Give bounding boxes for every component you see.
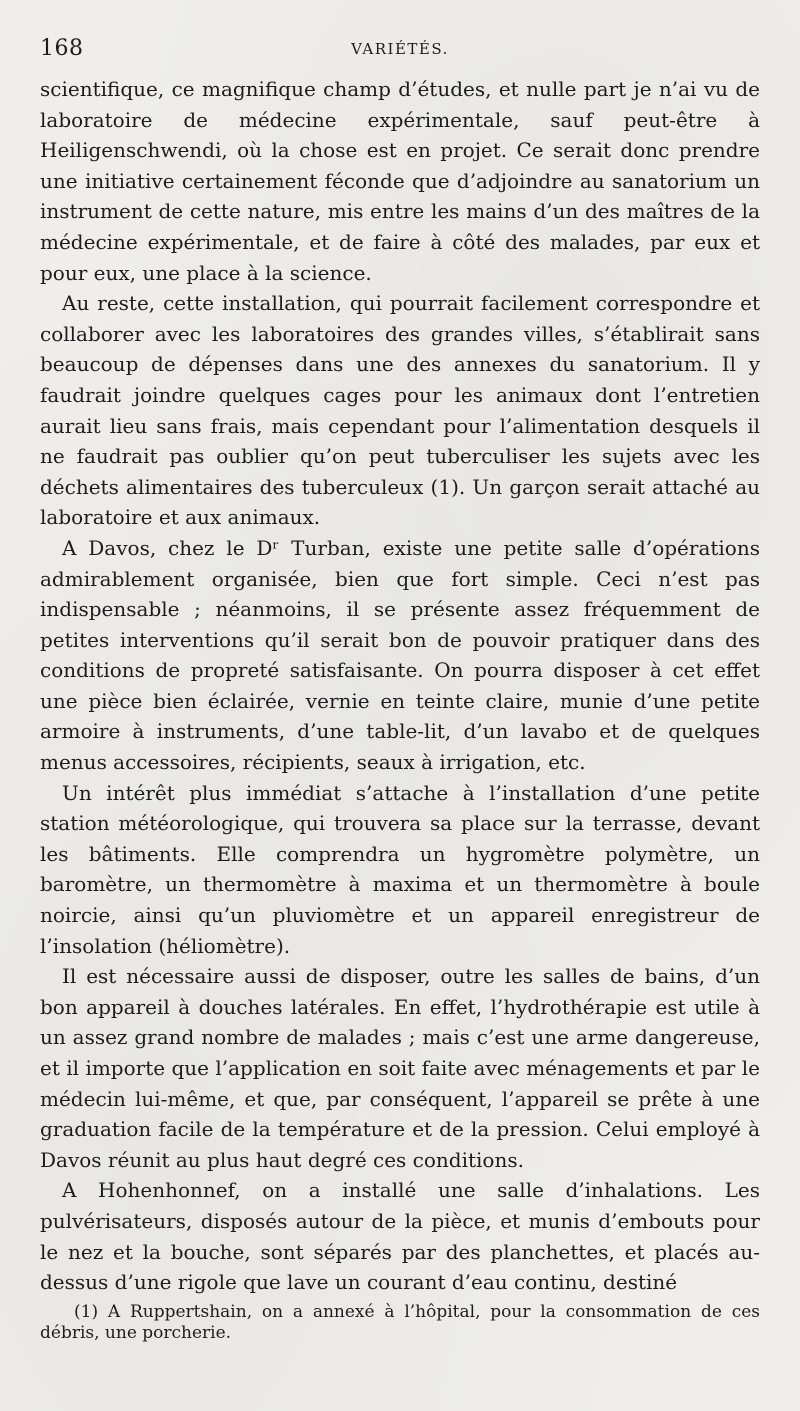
paragraph-1: scientifique, ce magnifique champ d’études, et nulle part je n’ai vu de laboratoire de médecine expérimentale, sauf peut-être à Heiligenschwendi, où la chose est en projet. Ce serait donc prendre une initiative certainement féconde que d’adjoindre au sanatorium un instrument de cette nature, mis entre les mains d’un des maîtres de la médecine expérimentale, et de faire à côté des malades, par eux et pour eux, une place à la science. xyxy=(40,77,760,285)
body-text xyxy=(40,74,760,1298)
paragraph-6: A Hohenhonnef, on a installé une salle d’inhalations. Les pulvérisateurs, disposés autour de la pièce, et munis d’embouts pour le nez et la bouche, sont séparés par des planchettes, et placés au-dessus d’une rigole que lave un courant d’eau continu, destiné xyxy=(40,1178,760,1295)
paragraph-5: Il est nécessaire aussi de disposer, outre les salles de bains, d’un bon appareil à douches latérales. En effet, l’hydrothérapie est utile à un assez grand nombre de malades ; mais c’est une arme dangereuse, et il importe que l’application en soit faite avec ménagements et par le médecin lui-même, et que, par conséquent, l’appareil se prête à une graduation facile de la température et de la pression. Celui employé à Davos réunit au plus haut degré ces conditions. xyxy=(40,964,760,1172)
page-header xyxy=(40,34,760,70)
paragraph-3: A Davos, chez le Dʳ Turban, existe une petite salle d’opérations admirablement organisée, bien que fort simple. Ceci n’est pas indispensable ; néanmoins, il se présente assez fréquemment de petites interventions qu’il serait bon de pouvoir pratiquer dans des conditions de propreté satisfaisante. On pourra disposer à cet effet une pièce bien éclairée, vernie en teinte claire, munie d’une petite armoire à instruments, d’une table-lit, d’un lavabo et de quelques menus accessoires, récipients, seaux à irrigation, etc. xyxy=(40,535,760,775)
footnote: (1) A Ruppertshain, on a annexé à l’hôpital, pour la consommation de ces débris, une porcherie. xyxy=(40,1301,760,1343)
paragraph-4: Un intérêt plus immédiat s’attache à l’installation d’une petite station météorologique, qui trouvera sa place sur la terrasse, devant les bâtiments. Elle comprendra un hygromètre polymètre, un baromètre, un thermomètre à maxima et un thermomètre à boule noircie, ainsi qu’un pluviomètre et un appareil enregistreur de l’insolation (héliomètre). xyxy=(40,780,760,958)
paragraph-2: Au reste, cette installation, qui pourrait facilement correspondre et collaborer avec les laboratoires des grandes villes, s’établirait sans beaucoup de dépenses dans une des annexes du sanatorium. Il y faudrait joindre quelques cages pour les animaux dont l’entretien aurait lieu sans frais, mais cependant pour l’alimentation desquels il ne faudrait pas oublier qu’on peut tuberculiser les sujets avec les déchets alimentaires des tuberculeux (1). Un garçon serait attaché au laboratoire et aux animaux. xyxy=(40,291,760,530)
page-number: 168 xyxy=(40,36,84,61)
running-title: VARIÉTÉS. xyxy=(351,40,449,58)
